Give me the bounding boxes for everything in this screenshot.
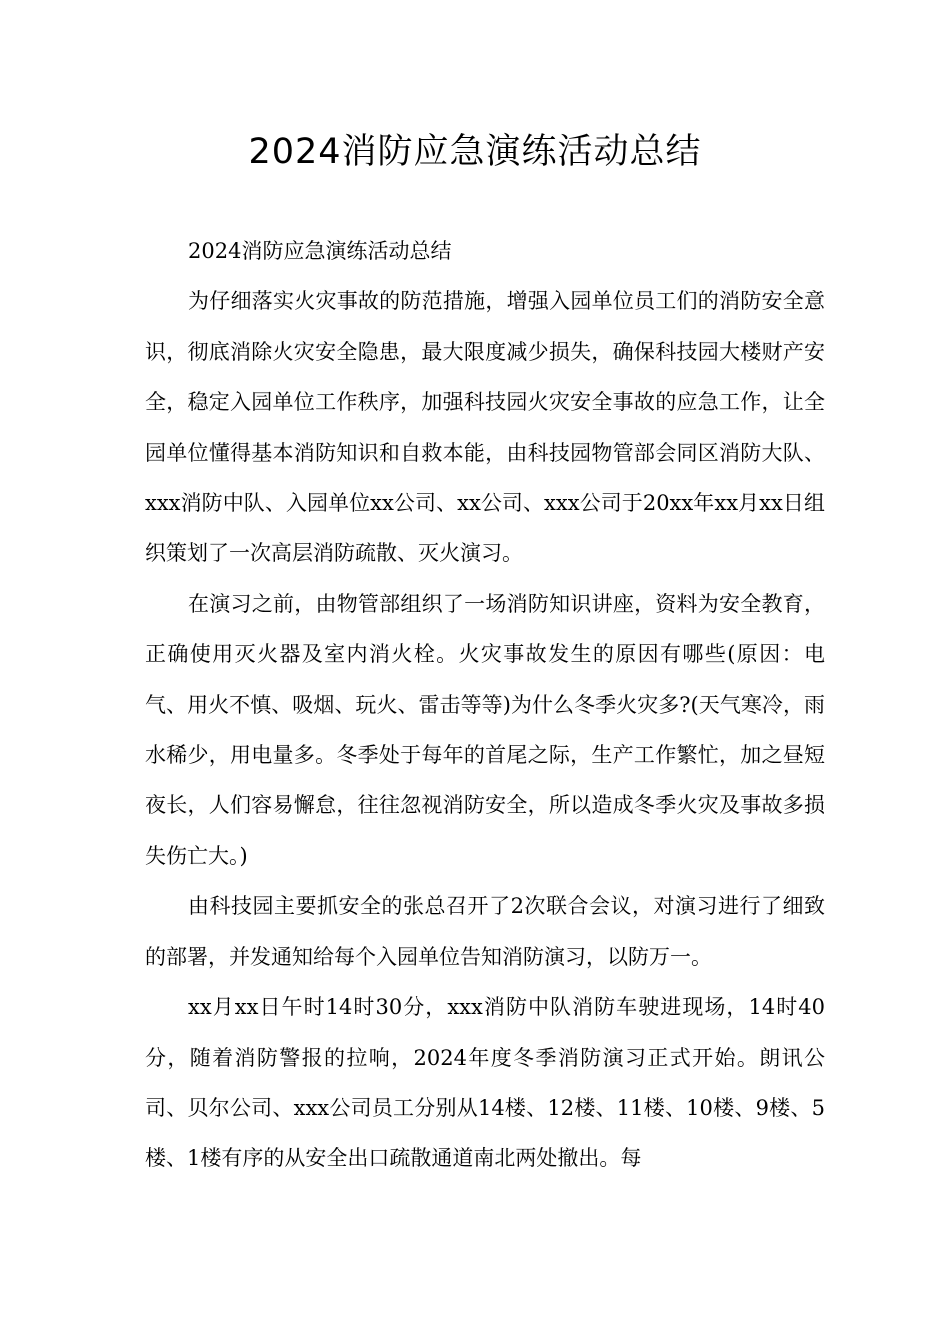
paragraph-subtitle: 2024消防应急演练活动总结 <box>188 239 452 263</box>
document-title: 2024消防应急演练活动总结 <box>248 132 702 172</box>
document-body <box>145 226 825 1184</box>
paragraph-intro: 为仔细落实火灾事故的防范措施，增强入园单位员工们的消防安全意识，彻底消除火灾安全隐患，最大限度减少损失，确保科技园大楼财产安全，稳定入园单位工作秩序，加强科技园火灾安全事故的应急工作，让全园单位懂得基本消防知识和自救本能，由科技园物管部会同区消防大队、xxx消防中队、入园单位xx公司、xx公司、xxx公司于20xx年xx月xx日组织策划了一次高层消防疏散、灭火演习。 <box>145 289 825 566</box>
paragraph-drill-start: xx月xx日午时14时30分，xxx消防中队消防车驶进现场，14时40分，随着消防警报的拉响，2024年度冬季消防演习正式开始。朗讯公司、贝尔公司、xxx公司员工分别从14楼、12楼、11楼、10楼、9楼、5楼、1楼有序的从安全出口疏散通道南北两处撤出。每 <box>145 995 825 1171</box>
paragraph-lecture: 在演习之前，由物管部组织了一场消防知识讲座，资料为安全教育，正确使用灭火器及室内消火栓。火灾事故发生的原因有哪些(原因：电气、用火不慎、吸烟、玩火、雷击等等)为什么冬季火灾多?(天气寒冷，雨水稀少，用电量多。冬季处于每年的首尾之际，生产工作繁忙，加之昼短夜长，人们容易懈怠，往往忽视消防安全，所以造成冬季火灾及事故多损失伤亡大。) <box>145 591 825 868</box>
paragraph-meeting: 由科技园主要抓安全的张总召开了2次联合会议，对演习进行了细致的部署，并发通知给每个入园单位告知消防演习，以防万一。 <box>145 894 825 969</box>
